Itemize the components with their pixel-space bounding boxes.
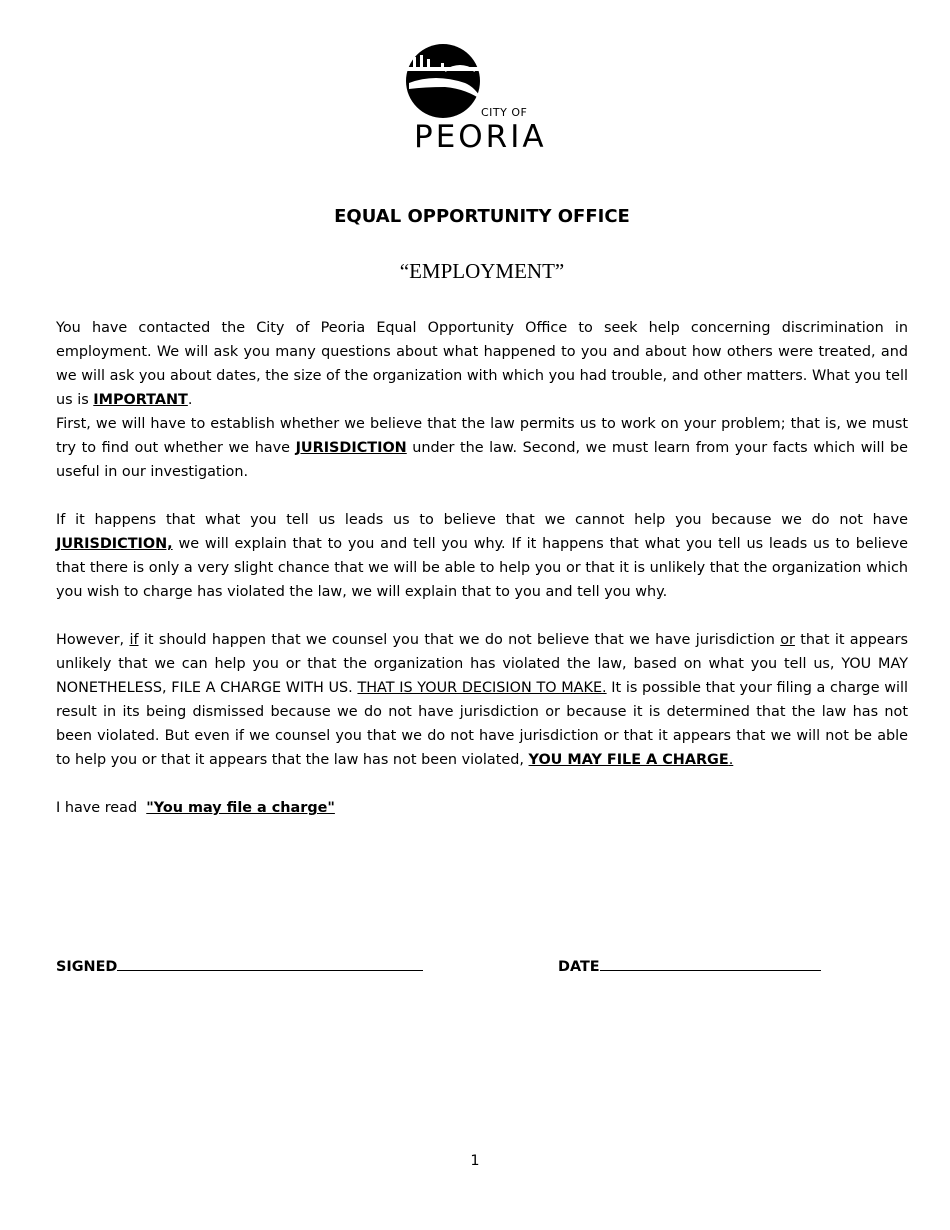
p4-d: It is possible that your filing a charge will result in its being dismissed because we do not have jurisdiction or because it is determined that the law has not been violated. But even if we counsel you that we do not have jurisdiction or that it appears that we will not be able to help you or that it appears that the law has not been violated, — [56, 680, 908, 768]
date-field[interactable] — [558, 954, 821, 979]
ack-quote: "You may file a charge" — [146, 800, 335, 816]
city-logo — [405, 43, 547, 155]
paragraph-no-jurisdiction — [56, 508, 908, 604]
page-number: 1 — [470, 1153, 480, 1169]
p2-b: under the law. Second, we must learn from your facts which will be useful in our investigation. — [56, 440, 909, 480]
p4-b: it should happen that we counsel you that we do not believe that we have jurisdiction — [138, 632, 781, 648]
p1-text: You have contacted the City of Peoria Equal Opportunity Office to seek help concerning discrimination in employment. We will ask you many questions about what happened to you and about how others were treated, and we will ask you about dates, the size of the organization with which you had trouble, and other matters. What you tell us is — [56, 320, 908, 408]
p3-a: If it happens that what you tell us leads us to believe that we cannot help you because we do not have — [56, 512, 908, 528]
p3-b: we will explain that to you and tell you why. If it happens that what you tell us leads us to believe that there is only a very slight chance that we will be able to help you or that it is unlikely that the organization which you wish to charge has violated the law, we will explain that to you and tell you why. — [56, 536, 908, 600]
p4-a: However, — [56, 632, 130, 648]
ack-text: I have read — [56, 800, 147, 816]
paragraph-intro — [56, 316, 908, 412]
date-line[interactable] — [600, 954, 821, 971]
signature-field[interactable] — [56, 954, 423, 979]
p4-file: YOU MAY FILE A CHARGE — [528, 752, 729, 768]
logo-city-of: CITY OF — [481, 106, 528, 119]
p4-decision: THAT IS YOUR DECISION TO MAKE. — [357, 680, 607, 696]
paragraph-jurisdiction — [56, 412, 908, 484]
p2-jurisdiction: JURISDICTION — [295, 440, 407, 456]
p4-end: . — [728, 752, 734, 768]
paragraph-file-charge — [56, 628, 908, 772]
p2-a: First, we will have to establish whether we believe that the law permits us to work on your problem; that is, we must try to find out whether we have — [56, 416, 908, 456]
logo-peoria: PEORIA — [414, 119, 547, 155]
acknowledgement — [56, 796, 335, 820]
p4-c: that it appears unlikely that we can help you or that the organization has violated the law, based on what you tell us, YOU MAY NONETHELESS, FILE A CHARGE WITH US. — [56, 632, 908, 696]
signature-line[interactable] — [117, 954, 423, 971]
p3-jurisdiction: JURISDICTION, — [56, 536, 173, 552]
signed-label: SIGNED — [56, 959, 118, 975]
p1-important: IMPORTANT — [93, 392, 188, 408]
date-label: DATE — [558, 959, 600, 975]
p1-end: . — [187, 392, 193, 408]
page-subtitle: “EMPLOYMENT” — [399, 259, 565, 283]
p4-if: if — [129, 632, 139, 648]
p4-or: or — [780, 632, 795, 648]
page-title: EQUAL OPPORTUNITY OFFICE — [334, 206, 630, 227]
city-emblem-icon — [405, 43, 485, 123]
